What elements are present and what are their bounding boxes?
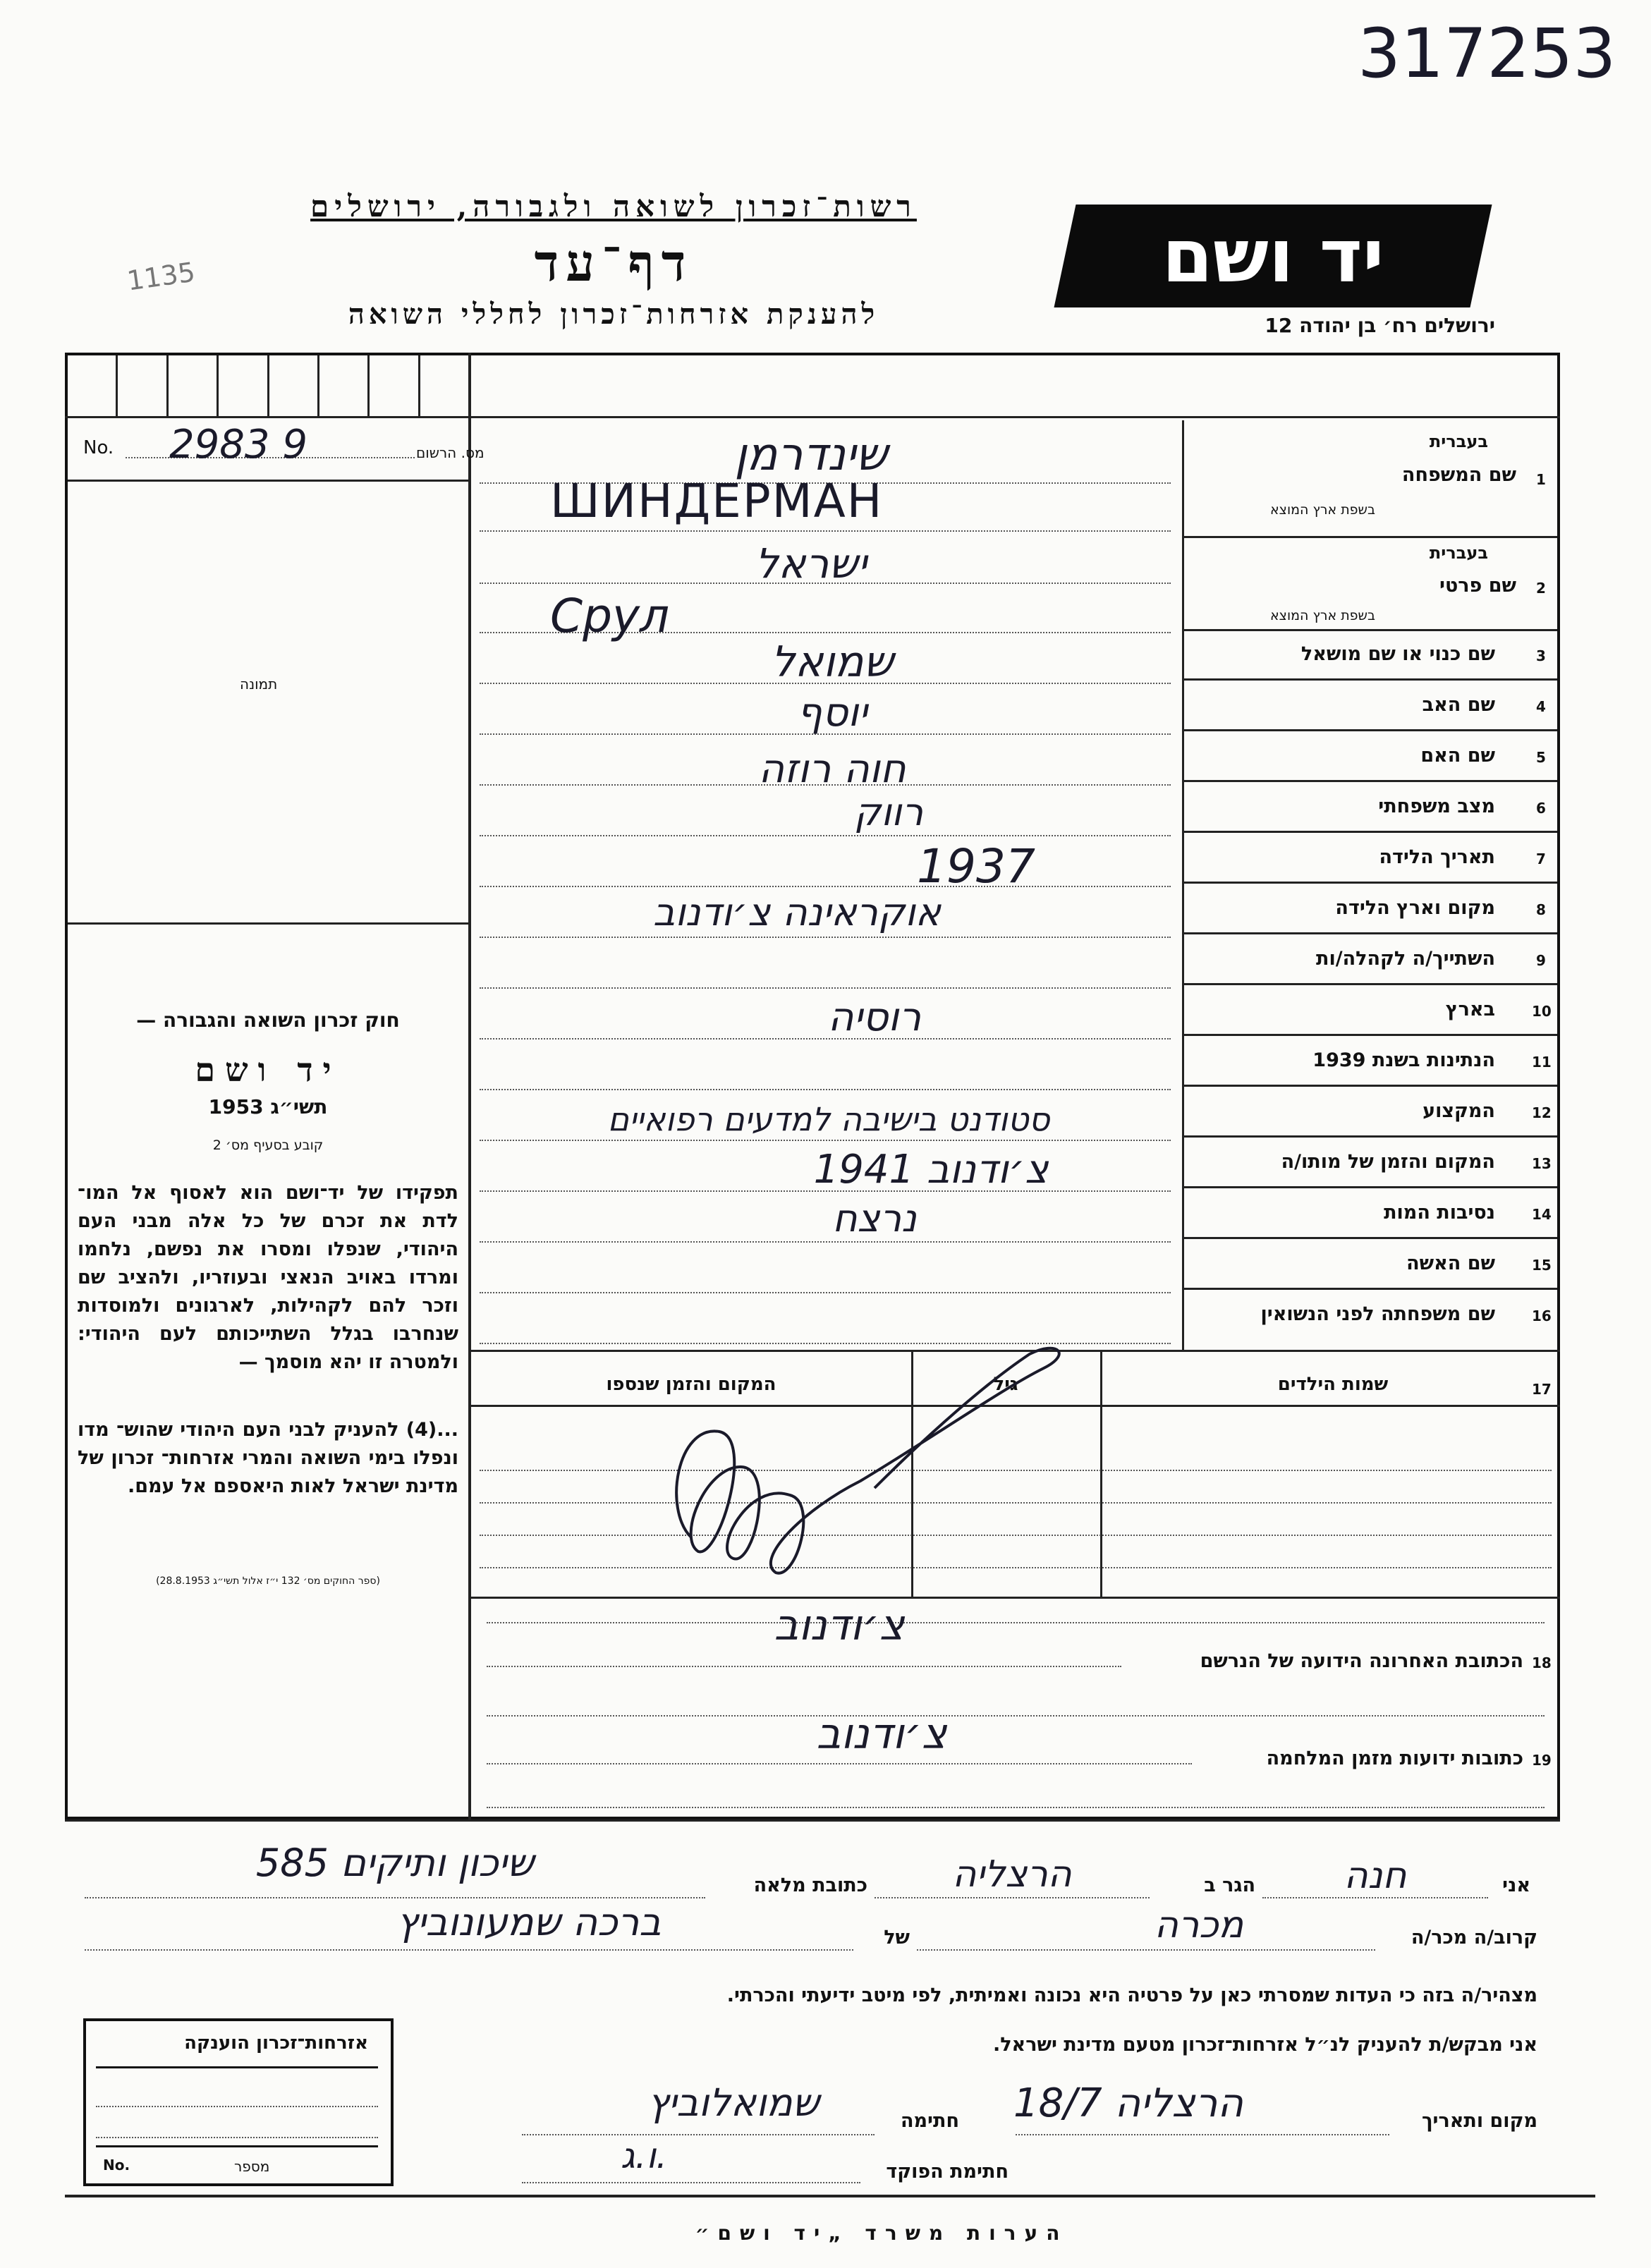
field-10-label: בארץ xyxy=(1445,999,1495,1020)
grant-box-title: אזרחות־זכרון הוענקה xyxy=(184,2032,368,2054)
declarant-name: חנה xyxy=(1344,1855,1407,1897)
field-16-num: 16 xyxy=(1532,1307,1552,1324)
law-year: תשי״ג 1953 xyxy=(208,1095,328,1118)
law-paragraph-2: ...(4) להעניק לבני העם היהודי שהוש־ מדו ונפלו בימי השואה והמרי אזרחות־ זכרון של מדינת ישראל לאות היאספם אל עמם. xyxy=(78,1419,458,1497)
field-1-sep xyxy=(1182,536,1557,538)
field-2-value: ישראל xyxy=(755,539,867,587)
field-1-label: שם המשפחה xyxy=(1401,464,1516,486)
field-8-value: אוקראינה צ׳ודנוב xyxy=(652,890,942,934)
reg-no-value: 2983 9 xyxy=(169,422,307,468)
photo-label: תמונה xyxy=(240,676,278,693)
field-19-num: 19 xyxy=(1532,1752,1552,1769)
address-top-line xyxy=(468,1597,1560,1599)
children-col-age: גיל xyxy=(993,1374,1018,1395)
field-8-num: 8 xyxy=(1536,901,1546,918)
field-1-value-foreign: ШИНДЕРМАН xyxy=(550,474,884,528)
footer-line xyxy=(65,2195,1595,2197)
officer-line xyxy=(522,2182,860,2183)
grant-box-number: מספר xyxy=(234,2158,270,2175)
law-name: יד ושם xyxy=(195,1051,341,1089)
reg-no-he-label: מס. הרשום xyxy=(416,444,485,461)
officer-value: ו.ג. xyxy=(621,2135,668,2176)
children-col-names: שמות הילדים xyxy=(1277,1374,1389,1395)
ani-label: אני xyxy=(1502,1874,1530,1896)
field-2-label: שם פרטי xyxy=(1439,575,1516,597)
field-4-value: יוסף xyxy=(797,690,867,736)
signature-label: חתימה xyxy=(900,2110,959,2132)
photo-bottom-line xyxy=(68,922,468,925)
field-6-num: 6 xyxy=(1536,800,1546,817)
law-paragraph-1: תפקידו של יד־ושם הוא לאסוף אל המו־ לדת את זכרם של כל אלה מבני העם היהודי, שנפלו ומסרו את נפשם, נלחמו ומרדו באויב הנאצי ובעוזריו, ולהציב שם וזכר להם לקהילות, לארגונים ולמוסדות שנחרבו בגלל השתייכותם לעם היהודי: ולמטרה זו יהא מוסמך — xyxy=(78,1182,458,1373)
law-title: חוק זכרון השואה והגבורה — xyxy=(136,1008,400,1032)
children-num: 17 xyxy=(1532,1381,1552,1398)
field-1-num: 1 xyxy=(1536,471,1546,488)
field-2-sep xyxy=(1182,629,1557,631)
field-3-num: 3 xyxy=(1536,647,1546,664)
field-13-label: המקום והזמן של מותו/ה xyxy=(1281,1151,1495,1173)
form-subtitle: להענקת אזרחות־זכרון לחללי השואה xyxy=(348,298,879,331)
field-18-label: הכתובת האחרונה הידועה של הנרשם xyxy=(1200,1650,1523,1672)
declarant-city: הרצליה xyxy=(952,1853,1072,1896)
field-14-value: נרצח xyxy=(832,1196,917,1240)
field-8-label: מקום וארץ הלידה xyxy=(1335,897,1495,919)
form-title: דף־עד xyxy=(534,233,693,293)
field-4-num: 4 xyxy=(1536,698,1546,715)
field-18-num: 18 xyxy=(1532,1654,1552,1671)
field-19-value: צ׳ודנוב xyxy=(816,1709,947,1759)
field-12-num: 12 xyxy=(1532,1104,1552,1121)
relation-line xyxy=(917,1949,1375,1951)
field-9-num: 9 xyxy=(1536,952,1546,969)
address-line-1 xyxy=(487,1622,1545,1623)
reg-row-line xyxy=(68,480,468,482)
field-2-sub-bottom: בשפת ארץ המוצא xyxy=(1269,608,1375,623)
field-5-label: שם האם xyxy=(1420,745,1495,767)
field-15-num: 15 xyxy=(1532,1257,1552,1274)
place-date-label: מקום ותאריך xyxy=(1421,2110,1537,2132)
of-label: של xyxy=(884,1927,910,1949)
field-14-num: 14 xyxy=(1532,1206,1552,1223)
reg-no-label: No. xyxy=(83,437,114,458)
field-11-label: הנתינות בשנת 1939 xyxy=(1312,1049,1495,1071)
field-2-num: 2 xyxy=(1536,580,1546,597)
field-1-value: שינדרמן xyxy=(734,429,888,481)
archive-number: 317253 xyxy=(1358,14,1616,93)
field-16-label: שם משפחתה לפני הנשואין xyxy=(1260,1303,1495,1325)
field-1-sub-bottom: בשפת ארץ המוצא xyxy=(1269,502,1375,518)
strike-scribble xyxy=(635,1326,1086,1608)
place-date-line xyxy=(1016,2134,1389,2135)
field-13-num: 13 xyxy=(1532,1155,1552,1172)
org-line: רשות־זכרון לשואה ולגבורה, ירושלים xyxy=(310,189,917,224)
declarant-address: שיכון ותיקים 585 xyxy=(255,1841,535,1885)
field-5-value: חוה רוזה xyxy=(758,746,906,792)
stamp-number: 1135 xyxy=(125,256,197,297)
field-7-label: תאריך הלידה xyxy=(1379,846,1495,868)
field-14-label: נסיבות המות xyxy=(1384,1202,1495,1224)
logo-address: ירושלים רח׳ בן יהודה 12 xyxy=(1265,314,1495,337)
field-10-value: רוסיה xyxy=(827,994,922,1040)
signature-line xyxy=(522,2134,875,2135)
field-3-label: שם כנוי או שם מושאל xyxy=(1300,643,1495,665)
field-10-num: 10 xyxy=(1532,1003,1552,1020)
law-source: (ספר החוקים מס׳ 132 י״ז אלול תשי״ג 28.8.1953) xyxy=(156,1575,380,1587)
resides-label: הגר ב xyxy=(1204,1874,1255,1896)
field-11-num: 11 xyxy=(1532,1054,1552,1071)
law-clause: קובע בסעיף מס׳ 2 xyxy=(212,1138,324,1153)
field-12-value: סטודנט בישיבה למדעים רפואיים xyxy=(607,1100,1050,1138)
label-column-divider xyxy=(1182,420,1184,1350)
declarant-top-line xyxy=(65,1819,1560,1822)
field-1-sub-top: בעברית xyxy=(1429,432,1488,451)
address-line xyxy=(85,1897,705,1898)
name-line xyxy=(1262,1897,1488,1898)
address-label: כתובת מלאה xyxy=(753,1874,867,1896)
relative-label: קרוב/ה מכר/ה xyxy=(1411,1927,1537,1949)
grant-box xyxy=(83,2018,394,2186)
field-1-line-b xyxy=(480,530,1171,532)
left-column-divider xyxy=(468,353,471,1819)
field-9-label: השתייך/ה לקהלה/ות xyxy=(1316,948,1495,970)
field-4-label: שם האב xyxy=(1422,694,1495,716)
field-12-label: המקצוע xyxy=(1422,1100,1495,1122)
field-15-label: שם האשה xyxy=(1406,1252,1495,1274)
declarant-relation: מכרה xyxy=(1154,1904,1244,1946)
logo-text: יד ושם xyxy=(1162,213,1384,299)
field-2-sub-top: בעברית xyxy=(1429,543,1488,563)
address-line-3 xyxy=(487,1715,1545,1717)
address-line-4 xyxy=(487,1763,1192,1764)
request-text: אני מבקש/ת להעניק לנ״ל אזרחות־זכרון מטעם מדינת ישראל. xyxy=(992,2034,1537,2056)
field-2-value-foreign: Срул xyxy=(550,589,670,643)
footer-text: הערות משרד „יד ושם״ xyxy=(695,2221,1068,2245)
officer-label: חתימת הפוקד xyxy=(886,2161,1009,2183)
city-line xyxy=(875,1897,1150,1898)
place-date-value: הרצליה 18/7 xyxy=(1013,2080,1243,2126)
field-19-label: כתובות ידועות מזמן המלחמה xyxy=(1266,1748,1523,1769)
field-6-value: רווק xyxy=(853,790,924,834)
signature-value: שמואלוביץ xyxy=(647,2080,820,2125)
field-7-num: 7 xyxy=(1536,850,1546,867)
field-7-value: 1937 xyxy=(917,839,1035,894)
code-boxes xyxy=(68,355,468,416)
address-line-2 xyxy=(487,1666,1121,1667)
grant-box-no: No. xyxy=(103,2157,130,2174)
declarant-of-value: ברכה שמעונוביץ xyxy=(396,1900,662,1944)
field-18-value: צ׳ודנוב xyxy=(774,1601,905,1650)
children-col-place: המקום והזמן שנספו xyxy=(606,1374,776,1395)
of-line xyxy=(85,1949,853,1951)
field-6-label: מצב משפחתי xyxy=(1378,795,1495,817)
header-row-line xyxy=(65,416,1560,418)
address-line-5 xyxy=(487,1807,1545,1808)
logo-block xyxy=(1054,205,1492,307)
field-3-value: שמואל xyxy=(771,638,894,687)
field-5-num: 5 xyxy=(1536,749,1546,766)
declare-text: מצהיר/ה בזה כי העדות שמסרתי כאן על פרטיה היא נכונה ואמיתית, לפי מיטב ידיעתי והכרתי. xyxy=(726,1984,1537,2006)
field-13-value: צ׳ודנוב 1941 xyxy=(813,1147,1049,1193)
